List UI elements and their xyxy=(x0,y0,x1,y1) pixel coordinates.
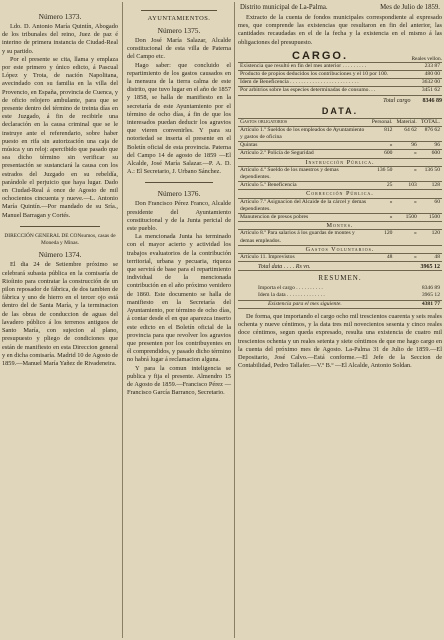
data-row-personal: 48 xyxy=(370,254,395,262)
cargo-total-label: Total cargo xyxy=(383,97,411,104)
running-head-right: Mes de Julio de 1859. xyxy=(380,4,440,11)
section-heading: DIRECCIÓN GENERAL DE CONsumos, casas de Moneda y Minas. xyxy=(4,232,116,246)
resumen-row-label: Importa el cargo . . . . . . . . . . xyxy=(258,285,323,292)
data-section-title: Montes. xyxy=(238,222,442,230)
data-row xyxy=(238,150,442,158)
cargo-row xyxy=(238,79,442,87)
data-row-total: 120 xyxy=(419,230,442,245)
notice-1374 xyxy=(2,261,118,368)
data-row xyxy=(238,214,442,222)
account-intro: Extracto de la cuenta de fondos municipales correspondiente al expresado mes, que comprende las existencias que resultaron en fin del anterior, las cantidades recaudadas en el de la fecha y la existencia en el mismo á las obligaciones del presupuesto. xyxy=(238,14,442,46)
notice-number: Número 1375. xyxy=(157,26,201,35)
notice-paragraph: Y para la comun inteligencia se publica y fija el presente. Almendro 15 de Agosto de 1859.—Francisco Pérez —Francisco García Barranco, Secretario. xyxy=(127,364,231,397)
data-row-material: » xyxy=(394,198,418,213)
cargo-row-label: Existencia que resultó en fin del mes anterior . . . . . . . . . xyxy=(238,62,416,70)
data-col-head: Personal. xyxy=(371,118,393,125)
notice-1373 xyxy=(2,23,118,220)
data-row-label: Quintas xyxy=(238,142,370,150)
data-row xyxy=(238,254,442,262)
running-head xyxy=(238,4,442,11)
data-row-personal: 600 xyxy=(370,150,395,158)
notice-1375 xyxy=(127,37,231,176)
resumen-final-label: Existencia para el mes siguiente. xyxy=(238,300,407,308)
data-row-material: 1500 xyxy=(394,214,418,222)
data-row-total: 128 xyxy=(419,182,442,190)
data-section-title: Instrucción Pública. xyxy=(238,158,442,166)
data-section-title-row xyxy=(238,190,442,198)
data-row-material: » xyxy=(394,150,418,158)
cargo-row-value: 480 00 xyxy=(416,71,442,79)
data-row-material: » xyxy=(394,230,418,245)
data-row-total: 136 50 xyxy=(419,166,442,181)
data-total-row xyxy=(238,264,442,271)
cargo-row-value: 3451 62 xyxy=(416,87,442,95)
data-row-total: 600 xyxy=(419,150,442,158)
data-row-personal: » xyxy=(370,214,395,222)
data-section-title: Gastos Voluntarios. xyxy=(238,245,442,253)
cargo-table xyxy=(238,62,442,96)
data-row xyxy=(238,166,442,181)
notice-paragraph: La mencionada Junta ha terminado con el mayor acierto y actividad los trabajos evaluatorios de la contribución territorial, urbana y pecuaria, riqueza que servirá de base para el repartimiento individual de la mencionada contribución en el año próximo venidero de 1860. Este documento se halla de manifiesto en la Secretaría del Ayuntamiento, por término de ocho días, á contar desde el en que aparezca inserto este edicto en el Boletín oficial de la provincia para que revolver los agravios que presenten por los contribuyentes en él comprendidos, y pasado dicho término no habrá lugar á reclamacion alguna. xyxy=(127,233,231,364)
data-row-total: 1500 xyxy=(419,214,442,222)
resumen-final-value: 4381 77 xyxy=(407,300,442,308)
data-row-total: 60 xyxy=(419,198,442,213)
cargo-unit: Reales vellon. xyxy=(411,55,442,62)
data-row-label: Artículo 1.º Sueldos de los empleados de Ayuntamiento y gastos de oficina xyxy=(238,126,370,141)
column-rule xyxy=(122,2,123,638)
cargo-row-label: Producto de propios deducidos los contribuciones y el 10 por 100. xyxy=(238,71,416,79)
data-row-personal: » xyxy=(370,142,395,150)
data-row-label: Artículo 4.º Sueldo de los maestros y demas dependientes. xyxy=(238,166,370,181)
data-row-material: 64 62 xyxy=(394,126,418,141)
cargo-title: CARGO. xyxy=(292,49,348,62)
running-head-left: Distrito municipal de La-Palma. xyxy=(240,4,328,11)
cargo-row-value: 3632 00 xyxy=(416,79,442,87)
section-divider xyxy=(141,10,217,11)
notice-paragraph: Por el presente se cita, llama y emplaza por este primero y único edicto, á Pascual López y Trota, de nación Napolitana, avecindado con su familia en la villa del Provencio, en España, provincia de Cuenca, y de oficio relojero ambulante, para que se presente dentro del término de treinta días en este Juzgado, á fin de recibirle una declaración en la causa criminal que se le instruye ante el referendario, sobre haber puesto en rifa sin autorización una caja de música y un reloj: apercibido que pasado que sea dicho término sin verificar su presentación se sustanciará la causa con los estrados del Juzgado en su rebeldía, parándole el perjuicio que haya lugar. Dado en Ciudad-Real á once de Agosto de mil ochocientos cincuenta y nueve.—L. Antonio María Quintín.—Por mandado de su Sría., Manuel Barragan y Cortés. xyxy=(2,55,118,219)
data-section-title-row xyxy=(238,245,442,253)
column-2 xyxy=(127,8,231,397)
data-row-material: » xyxy=(394,166,418,181)
resumen-table xyxy=(238,285,442,309)
cargo-row-value: 233 87 xyxy=(416,62,442,70)
data-title: DATA. xyxy=(321,105,359,116)
data-row-total: 48 xyxy=(419,254,442,262)
closing-paragraph: De forma, que importando el cargo ocho mil trescientos cuarenta y seis reales ochenta y nueve céntimos, y la data tres mil novecientos sesenta y cinco reales doce céntimos, segun queda expresado, resulta una existencia de cuatro mil trescientos ochenta y un reales setenta y siete céntimos de que me hago cargo en la cuenta del próximo mes de Agosto. La-Palma 31 de Julio de 1859.—El Depositario, José Calvo.—Está conforme.—El Jefe de la Seccion de Contabilidad, Pedro Tallafer.—V.º B.º —El Alcalde, Antonio Soldan. xyxy=(238,312,442,370)
notice-number: Número 1373. xyxy=(38,12,82,21)
data-row-label: Manutencion de presos pobres xyxy=(238,214,370,222)
resumen-row-value: 3965 12 xyxy=(421,292,440,299)
data-row-label: Artículo 7.º Asignacion del Alcaide de la cárcel y demas dependientes. xyxy=(238,198,370,213)
section-divider xyxy=(145,182,213,183)
data-col-head: Gastos obligatorios xyxy=(238,118,370,126)
notice-paragraph: Don Francisco Pérez Franco, Alcalde presidente del Ayuntamiento constitucional y de la Junta pericial de este pueblo. xyxy=(127,200,231,233)
data-section-title: Corrección Pública. xyxy=(238,190,442,198)
data-col-head: TOTAL. xyxy=(420,118,440,125)
data-row xyxy=(238,230,442,245)
data-row-personal: 120 xyxy=(370,230,395,245)
cargo-total-row xyxy=(238,98,442,104)
data-section-title-row xyxy=(238,158,442,166)
data-row xyxy=(238,182,442,190)
data-row-material: 96 xyxy=(394,142,418,150)
column-rule xyxy=(234,2,235,638)
resumen-row xyxy=(238,285,442,292)
data-total-value: 3965 12 xyxy=(420,264,440,271)
resumen-row-value: 8346 89 xyxy=(421,285,440,292)
data-row-personal: 25 xyxy=(370,182,395,190)
notice-number: Número 1376. xyxy=(157,189,201,199)
cargo-row-label: Por arbitrios sobre las especies determinadas de consumo. . . xyxy=(238,87,416,95)
data-total-label: Total data . . . . Rs vn. xyxy=(258,264,311,271)
notice-paragraph: El dia 24 de Setiembre próximo se celebrará subasta pública en la comisaría de Rioíinto para contratar la construcción de un pilon reposador de fábrica, de dos tambien de fábrica y uno de hierro en el tercer ojo está dentro del de Santa María, y la terminacion de las obras de conduccion de aguas del lavadero público á los terrenos antiguos de Santo María, con sujecion al plano, presupuesto y pliego de condiciones que están de manifiesto en esta Direccion general y en dicha comisaría. Madrid 10 de Agosto de 1859.—Manuel María Yañez de Rivadeneira. xyxy=(2,261,118,367)
data-row-material: » xyxy=(394,254,418,262)
data-row xyxy=(238,198,442,213)
resumen-row-label: Idem la data . . . . . . . . . . . . . . xyxy=(258,292,325,299)
data-row-personal: » xyxy=(370,198,395,213)
cargo-row-label: Idem de Beneficencia . . . . . . . . . . . . . . . . . . . . . . . . . xyxy=(238,79,416,87)
data-col-head: Material. xyxy=(396,118,417,125)
cargo-total-value: 8346 89 xyxy=(422,97,442,104)
notice-paragraph: Don José María Salazar, Alcalde constitucional de esta villa de Paterna del Campo etc. xyxy=(127,37,231,61)
data-row xyxy=(238,126,442,141)
data-row-personal: 136 50 xyxy=(370,166,395,181)
data-table xyxy=(238,118,442,263)
data-row xyxy=(238,142,442,150)
notice-1376 xyxy=(127,200,231,397)
data-row-total: 96 xyxy=(419,142,442,150)
data-section-title-row xyxy=(238,222,442,230)
data-row-material: 103 xyxy=(394,182,418,190)
resumen-title: RESUMEN. xyxy=(318,274,362,283)
notice-number: Número 1374. xyxy=(38,250,82,260)
data-row-total: 876 62 xyxy=(419,126,442,141)
notice-paragraph: Ldo. D. Antonio María Quintín, Abogado de los tribunales del reino, Juez de paz é interino de primera instancia de Ciudad-Real y su partido. xyxy=(2,23,118,55)
data-row-label: Artículo 8.º Para salarios á los guardas de montes y demas empleados. xyxy=(238,230,370,245)
data-row-label: Artículo 11. Imprevistos xyxy=(238,254,370,262)
cargo-row xyxy=(238,71,442,79)
section-heading: AYUNTAMIENTOS. xyxy=(147,15,211,22)
data-row-personal: 812 xyxy=(370,126,395,141)
column-1 xyxy=(2,8,118,368)
data-row-label: Artículo 5.º Beneficencia xyxy=(238,182,370,190)
notice-paragraph: Hago saber: que concluido el repartimiento de los gastos causados en la mensura de la tierra calma de este distrito, que tuvo lugar en el año de 1857 y 1858, se halla de manifiesto en la secretaría de este Ayuntamiento por el término de ocho días, á fin de que los interesados puedan deducir los agravios que vieren convenirles. Y para su notoriedad se inserta el presente en el Boletín oficial de esta provincia. Paterna del Campo 14 de agosto de 1859 —El Alcalde, José María Salazar.—P. A. D. A.: El Secretario, J. Urbano Sánchez. xyxy=(127,61,231,176)
cargo-header xyxy=(238,50,442,62)
cargo-row xyxy=(238,62,442,70)
resumen-row xyxy=(238,292,442,300)
cargo-row xyxy=(238,87,442,95)
column-3 xyxy=(238,4,442,370)
section-divider xyxy=(20,226,100,227)
data-row-label: Artículo 2.º Policía de Seguridad xyxy=(238,150,370,158)
